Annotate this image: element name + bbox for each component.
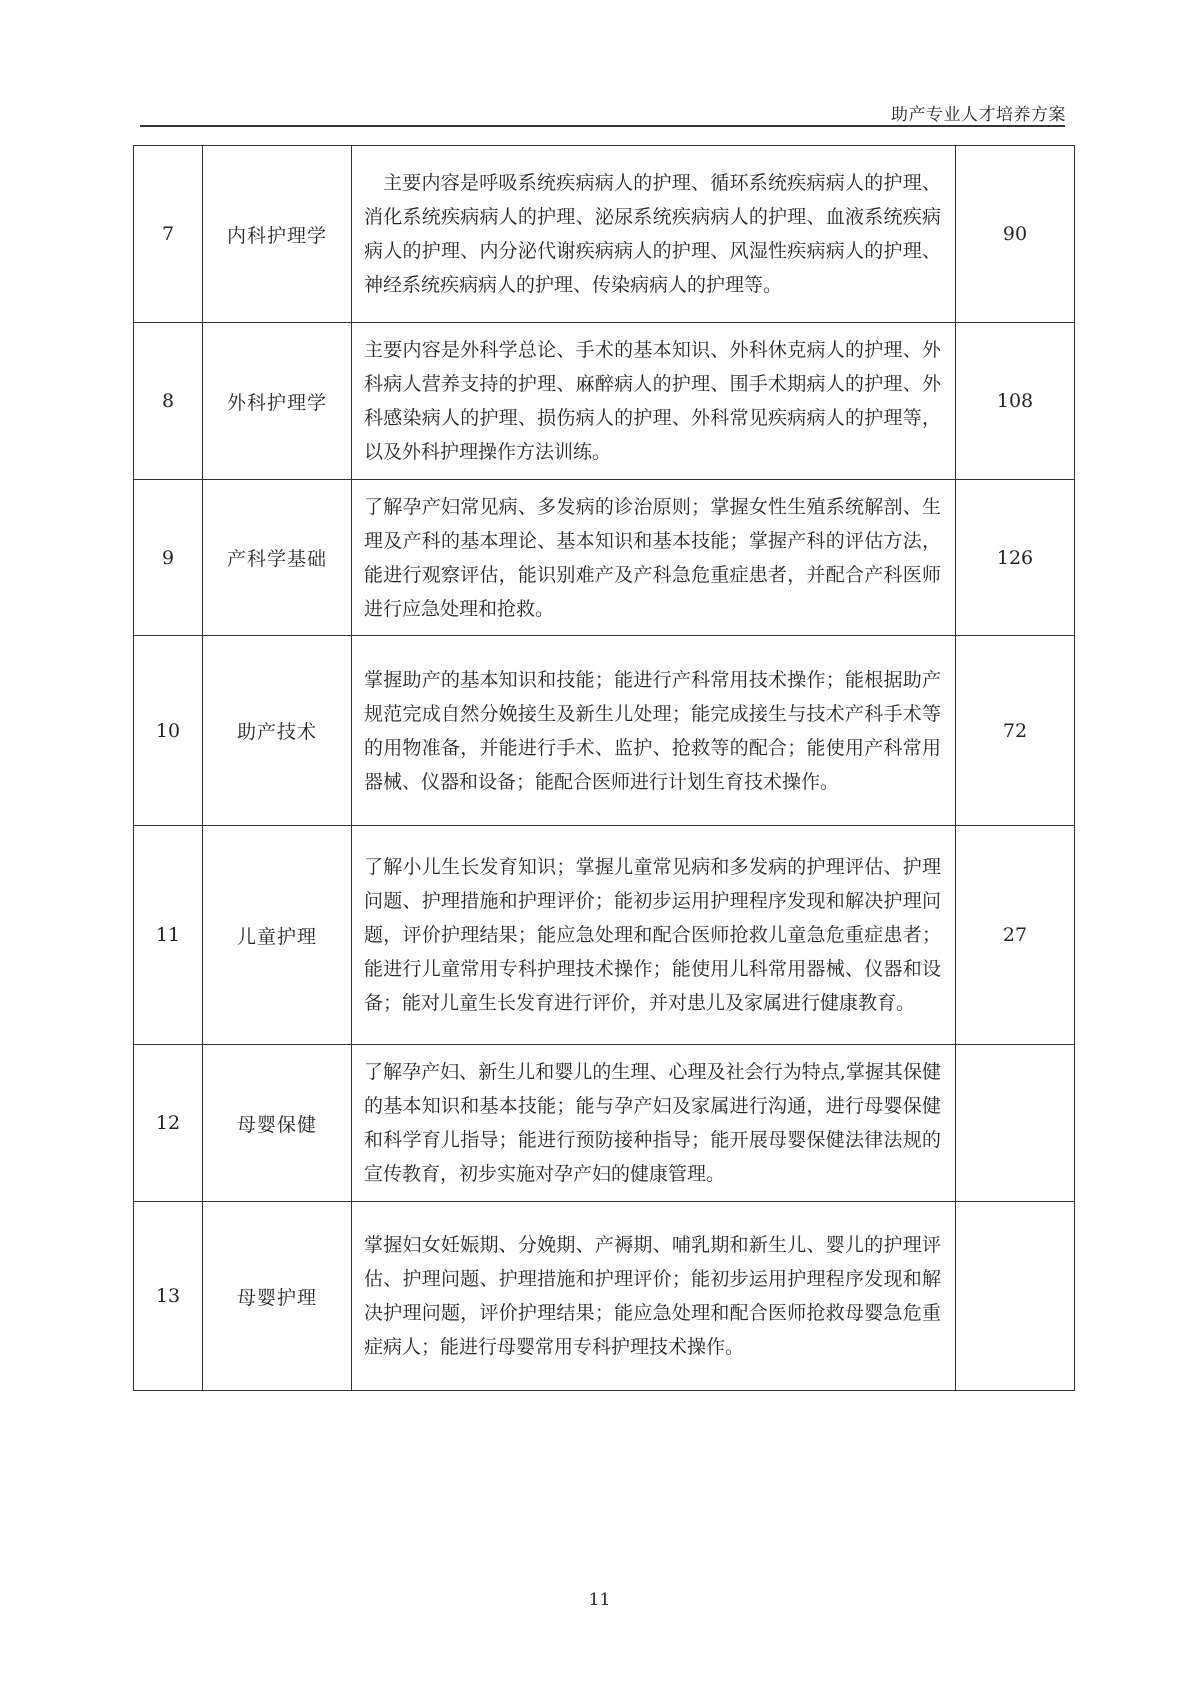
course-hours: 72 — [956, 636, 1075, 826]
course-number: 11 — [134, 826, 203, 1045]
table-row — [134, 1202, 1075, 1391]
course-hours: 90 — [956, 146, 1075, 323]
course-name: 儿童护理 — [203, 826, 352, 1045]
course-name: 产科学基础 — [203, 480, 352, 636]
course-description: 掌握助产的基本知识和技能；能进行产科常用技术操作；能根据助产规范完成自然分娩接生及新生儿处理；能完成接生与技术产科手术等的用物准备，并能进行手术、监护、抢救等的配合；能使用产科常用器械、仪器和设备；能配合医师进行计划生育技术操作。 — [352, 636, 956, 826]
table-row — [134, 636, 1075, 826]
course-description: 主要内容是外科学总论、手术的基本知识、外科休克病人的护理、外科病人营养支持的护理、麻醉病人的护理、围手术期病人的护理、外科感染病人的护理、损伤病人的护理、外科常见疾病病人的护理等，以及外科护理操作方法训练。 — [352, 323, 956, 480]
header-divider — [140, 125, 1065, 127]
table-row — [134, 480, 1075, 636]
course-number: 8 — [134, 323, 203, 480]
course-name: 外科护理学 — [203, 323, 352, 480]
course-name: 母婴护理 — [203, 1202, 352, 1391]
header-title: 助产专业人才培养方案 — [891, 105, 1066, 125]
course-hours: 126 — [956, 480, 1075, 636]
course-description: 掌握妇女妊娠期、分娩期、产褥期、哺乳期和新生儿、婴儿的护理评估、护理问题、护理措施和护理评价；能初步运用护理程序发现和解决护理问题，评价护理结果；能应急处理和配合医师抢救母婴急危重症病人；能进行母婴常用专科护理技术操作。 — [352, 1202, 956, 1391]
page-number: 11 — [588, 1590, 611, 1610]
course-table — [133, 145, 1075, 1391]
course-number: 12 — [134, 1045, 203, 1202]
course-description: 主要内容是呼吸系统疾病病人的护理、循环系统疾病病人的护理、消化系统疾病病人的护理、泌尿系统疾病病人的护理、血液系统疾病病人的护理、内分泌代谢疾病病人的护理、风湿性疾病病人的护理、神经系统疾病病人的护理、传染病病人的护理等。 — [352, 146, 956, 323]
table-row — [134, 146, 1075, 323]
course-name: 母婴保健 — [203, 1045, 352, 1202]
course-hours — [956, 1202, 1075, 1391]
course-name: 内科护理学 — [203, 146, 352, 323]
course-hours: 27 — [956, 826, 1075, 1045]
course-number: 10 — [134, 636, 203, 826]
course-hours: 108 — [956, 323, 1075, 480]
course-name: 助产技术 — [203, 636, 352, 826]
course-hours — [956, 1045, 1075, 1202]
course-description: 了解孕产妇、新生儿和婴儿的生理、心理及社会行为特点,掌握其保健的基本知识和基本技能；能与孕产妇及家属进行沟通，进行母婴保健和科学育儿指导；能进行预防接种指导；能开展母婴保健法律法规的宣传教育，初步实施对孕产妇的健康管理。 — [352, 1045, 956, 1202]
course-description: 了解孕产妇常见病、多发病的诊治原则；掌握女性生殖系统解剖、生理及产科的基本理论、基本知识和基本技能；掌握产科的评估方法，能进行观察评估，能识别难产及产科急危重症患者，并配合产科医师进行应急处理和抢救。 — [352, 480, 956, 636]
course-number: 7 — [134, 146, 203, 323]
course-number: 9 — [134, 480, 203, 636]
table-row — [134, 826, 1075, 1045]
table-row — [134, 323, 1075, 480]
course-description: 了解小儿生长发育知识；掌握儿童常见病和多发病的护理评估、护理问题、护理措施和护理评价；能初步运用护理程序发现和解决护理问题，评价护理结果；能应急处理和配合医师抢救儿童急危重症患者；能进行儿童常用专科护理技术操作；能使用儿科常用器械、仪器和设备；能对儿童生长发育进行评价，并对患儿及家属进行健康教育。 — [352, 826, 956, 1045]
table-row — [134, 1045, 1075, 1202]
course-number: 13 — [134, 1202, 203, 1391]
